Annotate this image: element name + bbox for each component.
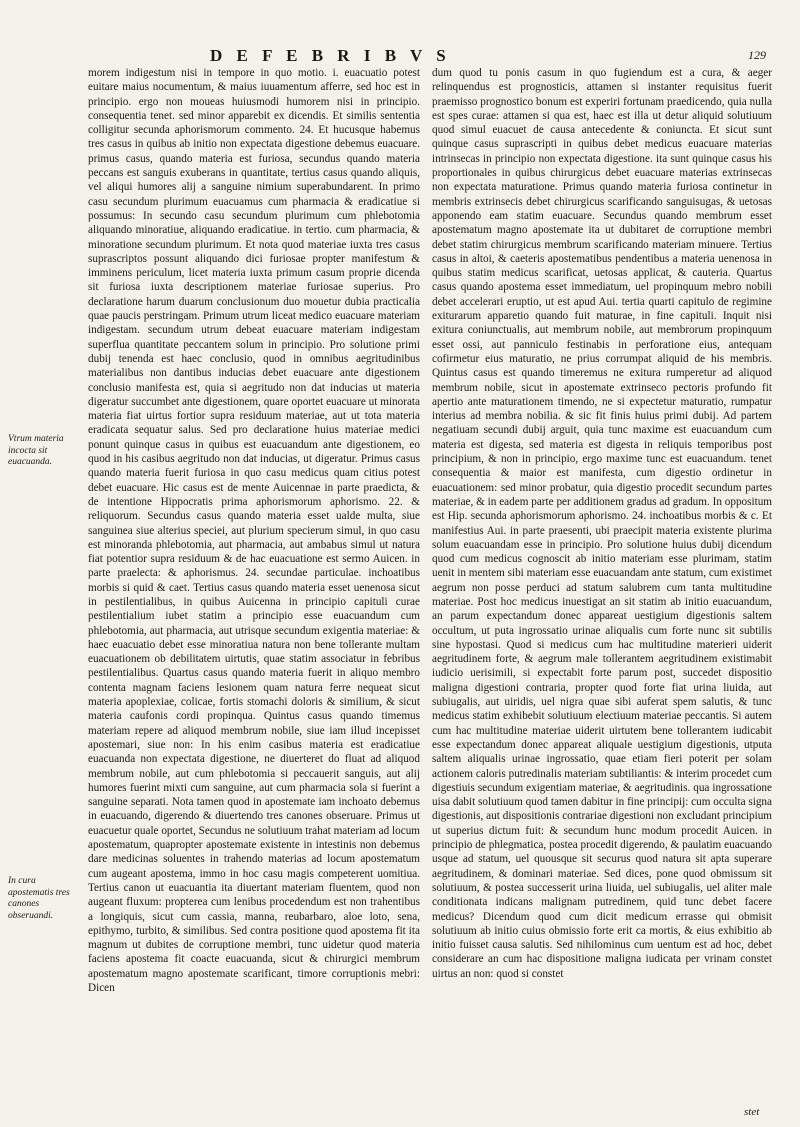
running-head: D E F E B R I B V S: [210, 46, 451, 65]
right-column-text: dum quod tu ponis casum in quo fugiendum est a cura, & aeger relinquendus est prognosticis, attamen si instanter requisitus fuerit praemisso prognostico bonum est experiri fortunam praedicendo, quia nulla est spes curae: attamen si qua est, haec est illa ut detur aliquid solutiuum quod simul euacuet de causa antecedente & coniuncta. Et sicut sunt quinque casus suprascripti in quibus debet medicus euacuare materias intrinsecas in principio non expectata digestione. ita sunt quinque casus his proportionales in quibus chirurgicus debet euacuare materias extrinsecas non expectata maturatione. Primus quando materia furiosa continetur in membris extrinsecis debet chirurgicus scarificando sanguisugas, & uetosas apponendo eam statim euacuare. Secundus quando membrum esset apostematum magno apostemate ita ut dubitaret de corruptione membri debet statim chirurgicus membrum scarificando materiam minuere. Tertius casus in altoi, & caeteris apostematibus pendentibus a materia uenenosa in quibus statim medicus scarificat, uetosas applicat, & cauteria. Quartus casus quando apostema esset immediatum, uel propinquum mebro nobili debet accelerari eruptio, ut est apud Aui. tertia quarti capitulo de regimine exiturarum apparetio quando fuit maturae, in fine capituli. Inquit nisi exitura coniunctualis, aut membrum nobile, aut membrorum propinquum esset ossi, aut panniculo festinabis in perforatione eius, antequam cofirmetur eius maturatio, ne prius corrumpat aliquid de his membris. Quintus casus est quando timeremus ne exitura rumperetur ad aliquod membrum nobile, sicut in apostemate extrinseco pectoris profundo fit apertio ante maturationem timendo, ne si expectetur maturatio, rumpatur interius ad membra nobilia. & sic fit finis huius primi dubij. Ad partem negatiuam secundi dubij arguit, quia tunc maxime est euacuandum cum materia est digesta, sed materia est digesta in reliquis temporibus post principium, & non in principio, ergo maxime tunc est euacuandum. tenet consequentia & maior est manifesta, cum digestio ordinetur in euacuationem: sed minor probatur, quia digestio procedit secundum partes materiae, & in eadem parte per additionem gradus ad gradum. In oppositum est Hip. secunda aphorismorum aphorismo. 24. inchoatibus morbis & c. Et manifestius Aui. in parte praesenti, ubi praecipit materia existente plurima solum euacuandam esse in principio. Pro solutione huius dubij dicendum quod cum medicus cognoscit ab initio materiam esse plurimam, statim uenit in mentem sibi materiam esse euacuandam ante statum, cum existimet aegrum non posse perduci ad statum salubrem cum tanta multitudine materiae. Post hoc medicus inuestigat an sit statim ab initio euacuandum, an parum expectandum donec appareat uestigium digestionis saltem occultum, ut puta ingrossatio urinae aliqualis cum forte nunc sit subtilis sine hypostasi. Quod si medicus cum hac multitudine materieri uiderit aegritudinem forte, & aegrum male tollerantem aegritudinem existimabit iudicio uerisimili, si expectabit forte parum post, succedet dispositio maligna digestioni contraria, propter quod forte fiat urina liuida, aut subiugalis, aut uiridis, uel nigra quae sibi auferat spem salutis, & tunc medicus statim exhibebit solutiuum electiuum materiae peccantis. Si autem cum hac multitudine materiae uiderit uirtutem bene tollerantem iudicabit esse expectandum donec appareat aliquale uestigium digestionis, utputa saltem aliqualis urinae ingrossatio, quae etiam fieri poterit per solam actionem caloris putredinalis materiam subtiliantis: & interim procedet cum digestiuis secundum exigentiam materiae, & aegritudinis. qua ingrossatione uisa dabit solutiuum quod tamen dabitur in fine principij: cum occulta signa digestionis, aut dispositionis contrariae digestioni non excludant principium ut superius dictum fuit: & secundum hunc modum procedit Auicen. in principio de phlegmatica, postea procedit digerendo, & paulatim euacuando usque ad statum, uel quousque sit securus quod natura sit apta superare aegritudinem, & dominari materiae. Sed dices, pone quod obmissum sit solutiuum, & postea successerit urina liuida, uel subiugalis, uel aliter male conditionata indicans malignam putredinem, quid tunc debet facere medicus? Dicendum quod cum dicit medicum errasse qui obmisit solutiuum ab initio cuius obmissio forte erit ca mortis, & eius exhibitio ab initio fuisset causa salutis. Sed nihilominus cum uentum est ad hoc, debet considerare an cum hac dispositione maligna iudicata per vrinam constet uirtus an non: quod si constet: [432, 67, 772, 980]
left-column-text: morem indigestum nisi in tempore in quo motio. i. euacuatio potest euitare maius nocumentum, & maius iuuamentum afferre, sed hoc est in principio. ergo non moueas huiusmodi humorem nisi in principio. consequentia tenet. sed minor apparebit ex dicendis. Et similis sententia colligitur secunda aphorismorum commento. 24. Et hucusque habemus tres casus in quibus ab initio non expectata digestione debemus euacuare. primus casus, quando materia est furiosa, secundus quando materia peccans est sanguis exuberans in quantitate, tertius casus quando aliquis, vel aliqui humores alij a sanguine nimium superabundarent. In primo casu secundum plurimum euacuamus cum pharmacia & eradicatiue si possumus: In secundo casu secundum plurimum cum phlebotomia aliquando minoratiue, aliquando eradicatiue. in tertio. cum pharmacia, & minoratione secundum plurimum. Et nota quod materiae iuxta tres casus suprascriptos possunt aliquando dici furiosae propter manifestum & imminens periculum, licet materia iuxta primum casum proprie dicenda sit furiosa iuxta descriptionem materiae furiosae superius. Pro declaratione harum duarum conclusionum duo mouetur dubia practicalia quae paucis perstringam. Primum utrum liceat medico euacuare materiam indigestam. secundum utrum debeat euacuare materiam indigestam superflua quantitate peccantem solum in principio. Pro solutione primi dubij tenenda est haec conclusio, quod in omnibus aegritudinibus materialibus non dantibus inducias debet euacuare ante digestionem conclusio manifesta est, quia si aegritudo non dat inducias ut materia digeratur succumbet ante digestionem, quare oportet euacuare ut minorata materia fiat uirtus fortior supra residuum materiae, aut ut tota materia eradicata sequatur salus. Sed pro declaratione huius materiae medici ponunt quinque casus in quibus est euacuandum ante digestionem, eo quod in his casibus aegritudo non dat inducias, ut digeratur. Primus casus quando materia fuerit furiosa in quo casu medicus quam citius potest debet euacuare. Hic casus est de mente Auicennae in parte praedicta, & de intentione Hippocratis prima aphorismorum aphorismo. 22. & reliquorum. Secundus casus quando materia esset ualde multa, siue sanguinea siue alterius speciei, aut plurium specierum simul, in quo casu est minoranda phlebotomia, aut pharmacia, aut ambabus simul ut natura fiat potentior supra residuum & de hac euacuatione est sermo Auicen. in parte praelecta: & aphorismus. 24. secundae particulae. inchoatibus morbis si quid & caet. Tertius casus quando materia esset uenenosa sicut in pestilentialibus, in quibus Auicenna in principio capituli curae pestilentialium iubet statim a principio esse euacuandum cum phlebotomia, aut pharmacia, aut utrisque secundum exigentia materiae: & haec euacuatio debet esse minoratiua natura non bene tollerante multam euacuationem ob debilitatem uirtutis, quae statim associatur in febribus pestilentialibus. Quartus casus quando materia fuerit in aliquo membro contenta magnam faciens lesionem quam natura ferre nequeat sicut materia apoplexiae, colicae, fortis stomachi doloris & similium, & sicut materia caufonis cordi propinqua. Quintus casus quando timemus materiam repere ad aliquod membrum nobile, siue iam illud incepisset apostemari, siue non: In his enim casibus materia est eradicatiue euacuanda non expectata digestione, ne diuerteret do fluat ad aliquod membrum nobile, aut cum phlebotomia si peccauerit sanguis, aut alij humores fuerint mixti cum sanguine, aut cum pharmacia sola si fuerint a sanguine separati. Nota tamen quod in apostemate iam inchoato debemus in euacuando, digerendo & diuertendo tres canones obseruare. Primus ut euacuetur quale oportet, Secundus ne solutiuum trahat materiam ad locum apostematum, quapropter apostemate existente in intestinis non debemus dare medicinas soluentes in trahendo materias ad locum apostematum cum augeant apostema, immo in hoc casu magis competerent uomitiua. Tertius canon ut euacuantia ita diuertant materiam fluentem, quod non augeant fluxum: propterea cum lenibus procedendum est non trahentibus a longiquis, sicut cum cassia, manna, reubarbaro, aloe loto, sena, epithymo, turbito, & similibus. Sed contra positione quod apostema fit ita magnum ut dubites de corruptione membri, tunc uidetur quod materia faciens apostema fit coacte euacuanda, sicut & chirurgici membrum apostematum magno apostemate scarificant, timore corruptionis mebri: Dicen: [88, 67, 420, 994]
margin-note: In cura apostematis tres canones obseruandi.: [8, 876, 70, 921]
page-number: 129: [748, 48, 766, 62]
left-column: [88, 66, 420, 1116]
catchword: stet: [744, 1106, 760, 1118]
right-column: [432, 66, 772, 1116]
margin-note: Vtrum materia incocta sit euacuanda.: [8, 434, 64, 467]
